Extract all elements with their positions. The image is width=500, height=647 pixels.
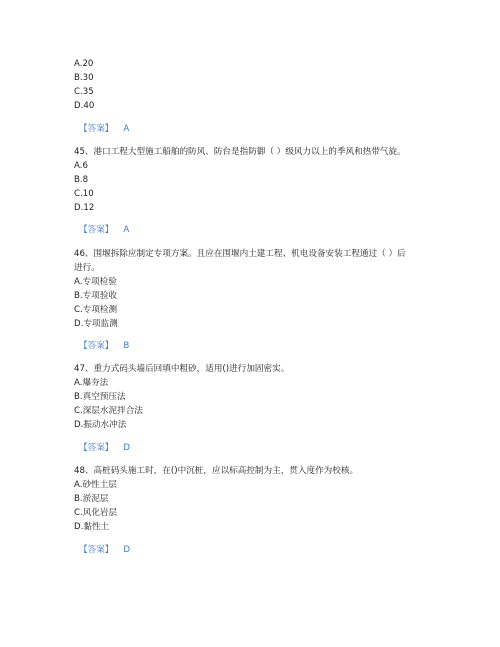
answer-value: B: [123, 341, 130, 351]
option-d: D.12: [74, 203, 95, 213]
question-text: 48、高桩码头施工时，在()中沉桩，应以标高控制为主，贯入度作为校核。: [74, 466, 359, 476]
question-text: 45、港口工程大型施工船舶的防风、防台是指防御（ ）级风力以上的季风和热带气旋。: [74, 147, 406, 157]
option-a: A.6: [74, 161, 88, 171]
option-b: B.淤泥层: [74, 494, 109, 504]
answer-value: A: [123, 225, 130, 235]
answer-line: [79, 544, 130, 556]
option-a: A.砂性土层: [74, 480, 117, 490]
answer-line: [79, 340, 129, 352]
option-c: C.35: [74, 87, 94, 97]
question-text: 47、重力式码头墙后回填中粗砂，适用()进行加固密实。: [74, 364, 290, 374]
option-a: A.20: [74, 59, 94, 69]
answer-value: D: [123, 443, 131, 453]
answer-label: 【答案】: [79, 124, 114, 134]
question-text: 46、围堰拆除应制定专项方案。且应在围堰内土建工程、机电设备安装工程通过（ ）后: [74, 249, 406, 259]
option-b: B.30: [74, 73, 94, 83]
option-d: D.黏性土: [74, 522, 110, 532]
answer-value: A: [123, 124, 130, 134]
option-a: A.专项检验: [74, 277, 117, 287]
answer-label: 【答案】: [79, 225, 114, 235]
option-a: A.爆夯法: [74, 378, 109, 388]
answer-value: D: [123, 545, 131, 555]
answer-label: 【答案】: [79, 341, 114, 351]
answer-label: 【答案】: [79, 545, 114, 555]
answer-line: [79, 442, 130, 454]
question-text-continued: 进行。: [74, 263, 100, 273]
answer-line: [79, 224, 129, 236]
option-d: D.40: [74, 101, 95, 111]
option-c: C.10: [74, 189, 94, 199]
answer-label: 【答案】: [79, 443, 114, 453]
option-b: B.专项验收: [74, 291, 118, 301]
answer-line: [79, 123, 129, 135]
option-d: D.振动水冲法: [74, 420, 127, 430]
option-d: D.专项监测: [74, 319, 118, 329]
option-b: B.真空预压法: [74, 392, 126, 402]
option-c: C.风化岩层: [74, 508, 118, 518]
option-c: C.深层水泥拌合法: [74, 406, 143, 416]
option-b: B.8: [74, 175, 89, 185]
option-c: C.专项检测: [74, 305, 118, 315]
